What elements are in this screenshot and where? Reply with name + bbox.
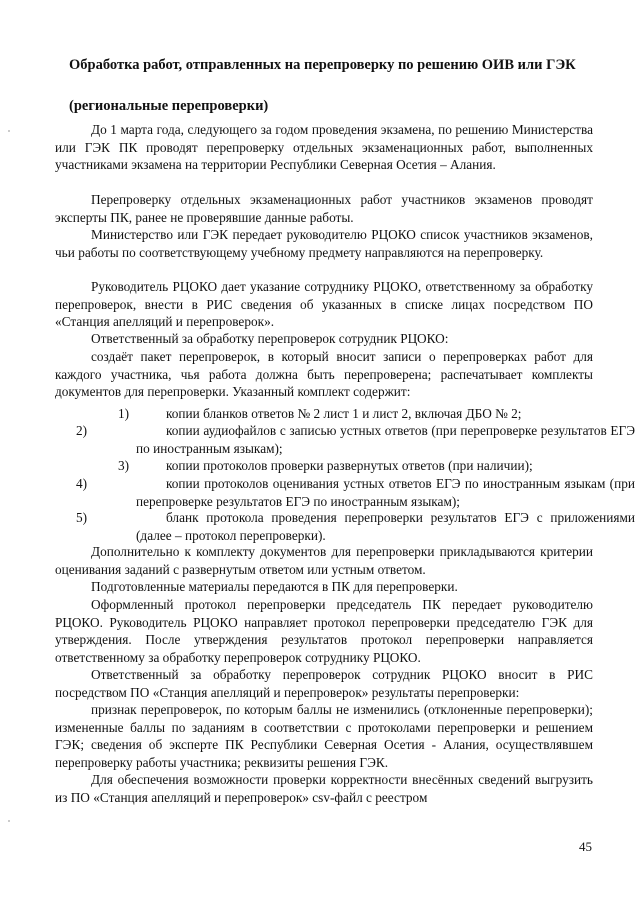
paragraph-6: создаёт пакет перепроверок, в который вносит записи о перепроверках работ для каждого участника, чья работа должна быть перепроверена; распечатывает комплекты документов для перепроверки. Указанный комплект содержит: [55, 349, 593, 400]
scan-artifact [8, 820, 10, 822]
list-item-2 [76, 422, 635, 457]
list-item-5 [76, 509, 635, 544]
list-number: 4) [76, 476, 88, 491]
scan-artifact [8, 130, 10, 132]
section-title: Обработка работ, отправленных на перепроверку по решению ОИВ или ГЭК [69, 57, 576, 73]
list-item-3 [94, 457, 593, 475]
paragraph-1: До 1 марта года, следующего за годом проведения экзамена, по решению Министерства или ГЭК ПК проводят перепроверку отдельных экзаменационных работ, выполненных участниками экзамена на территории Республики Северная Осетия – Алания. [55, 122, 593, 173]
paragraph-4: Руководитель РЦОКО дает указание сотруднику РЦОКО, ответственному за обработку перепроверок, внести в РИС сведения об указанных в списке лицах посредством ПО «Станция апелляций и перепроверок». [55, 279, 593, 330]
list-text: бланк протокола проведения перепроверки результатов ЕГЭ с приложениями (далее – протокол перепроверки). [136, 510, 635, 543]
list-number: 3) [118, 458, 130, 473]
paragraph-11: признак перепроверок, по которым баллы не изменились (отклоненные перепроверки); измененные баллы по заданиям в соответствии с протоколами перепроверки и решением ГЭК; сведения об эксперте ПК Республики Северная Осетия - Алания, осуществлявшем перепроверку работы участника; реквизиты решения ГЭК. [55, 702, 593, 770]
list-text: копии аудиофайлов с записью устных ответов (при перепроверке результатов ЕГЭ по иностранным языкам); [136, 423, 635, 456]
paragraph-9: Оформленный протокол перепроверки председатель ПК передает руководителю РЦОКО. Руководитель РЦОКО направляет протокол перепроверки председателю ГЭК для утверждения. После утверждения результатов протокол перепроверки направляется ответственному за обработку перепроверок сотруднику РЦОКО. [55, 597, 593, 665]
list-number: 5) [76, 510, 88, 525]
paragraph-5: Ответственный за обработку перепроверок сотрудник РЦОКО: [91, 331, 449, 346]
section-subtitle: (региональные перепроверки) [69, 98, 269, 114]
list-text: копии бланков ответов № 2 лист 1 и лист 2, включая ДБО № 2; [166, 406, 522, 421]
paragraph-10: Ответственный за обработку перепроверок сотрудник РЦОКО вносит в РИС посредством ПО «Станция апелляций и перепроверок» результаты перепроверки: [55, 667, 593, 700]
list-item-1 [94, 405, 593, 423]
paragraph-3: Министерство или ГЭК передает руководителю РЦОКО список участников экзаменов, чьи работы по соответствующему учебному предмету направляются на перепроверку. [55, 227, 593, 260]
paragraph-2: Перепроверку отдельных экзаменационных работ участников экзаменов проводят эксперты ПК, ранее не проверявшие данные работы. [55, 192, 593, 225]
list-number: 2) [76, 423, 88, 438]
list-text: копии протоколов оценивания устных ответов ЕГЭ по иностранным языкам (при перепроверке результатов ЕГЭ по иностранным языкам); [136, 476, 635, 509]
paragraph-12: Для обеспечения возможности проверки корректности внесённых сведений выгрузить из ПО «Станция апелляций и перепроверок» csv-файл с реестром [55, 772, 593, 805]
list-number: 1) [118, 406, 130, 421]
paragraph-8: Подготовленные материалы передаются в ПК для перепроверки. [91, 579, 458, 594]
paragraph-7: Дополнительно к комплекту документов для перепроверки прикладываются критерии оценивания заданий с развернутым ответом или устным ответом. [55, 544, 593, 577]
list-text: копии протоколов проверки развернутых ответов (при наличии); [166, 458, 533, 473]
page-number: 45 [579, 839, 592, 854]
list-item-4 [76, 475, 635, 510]
